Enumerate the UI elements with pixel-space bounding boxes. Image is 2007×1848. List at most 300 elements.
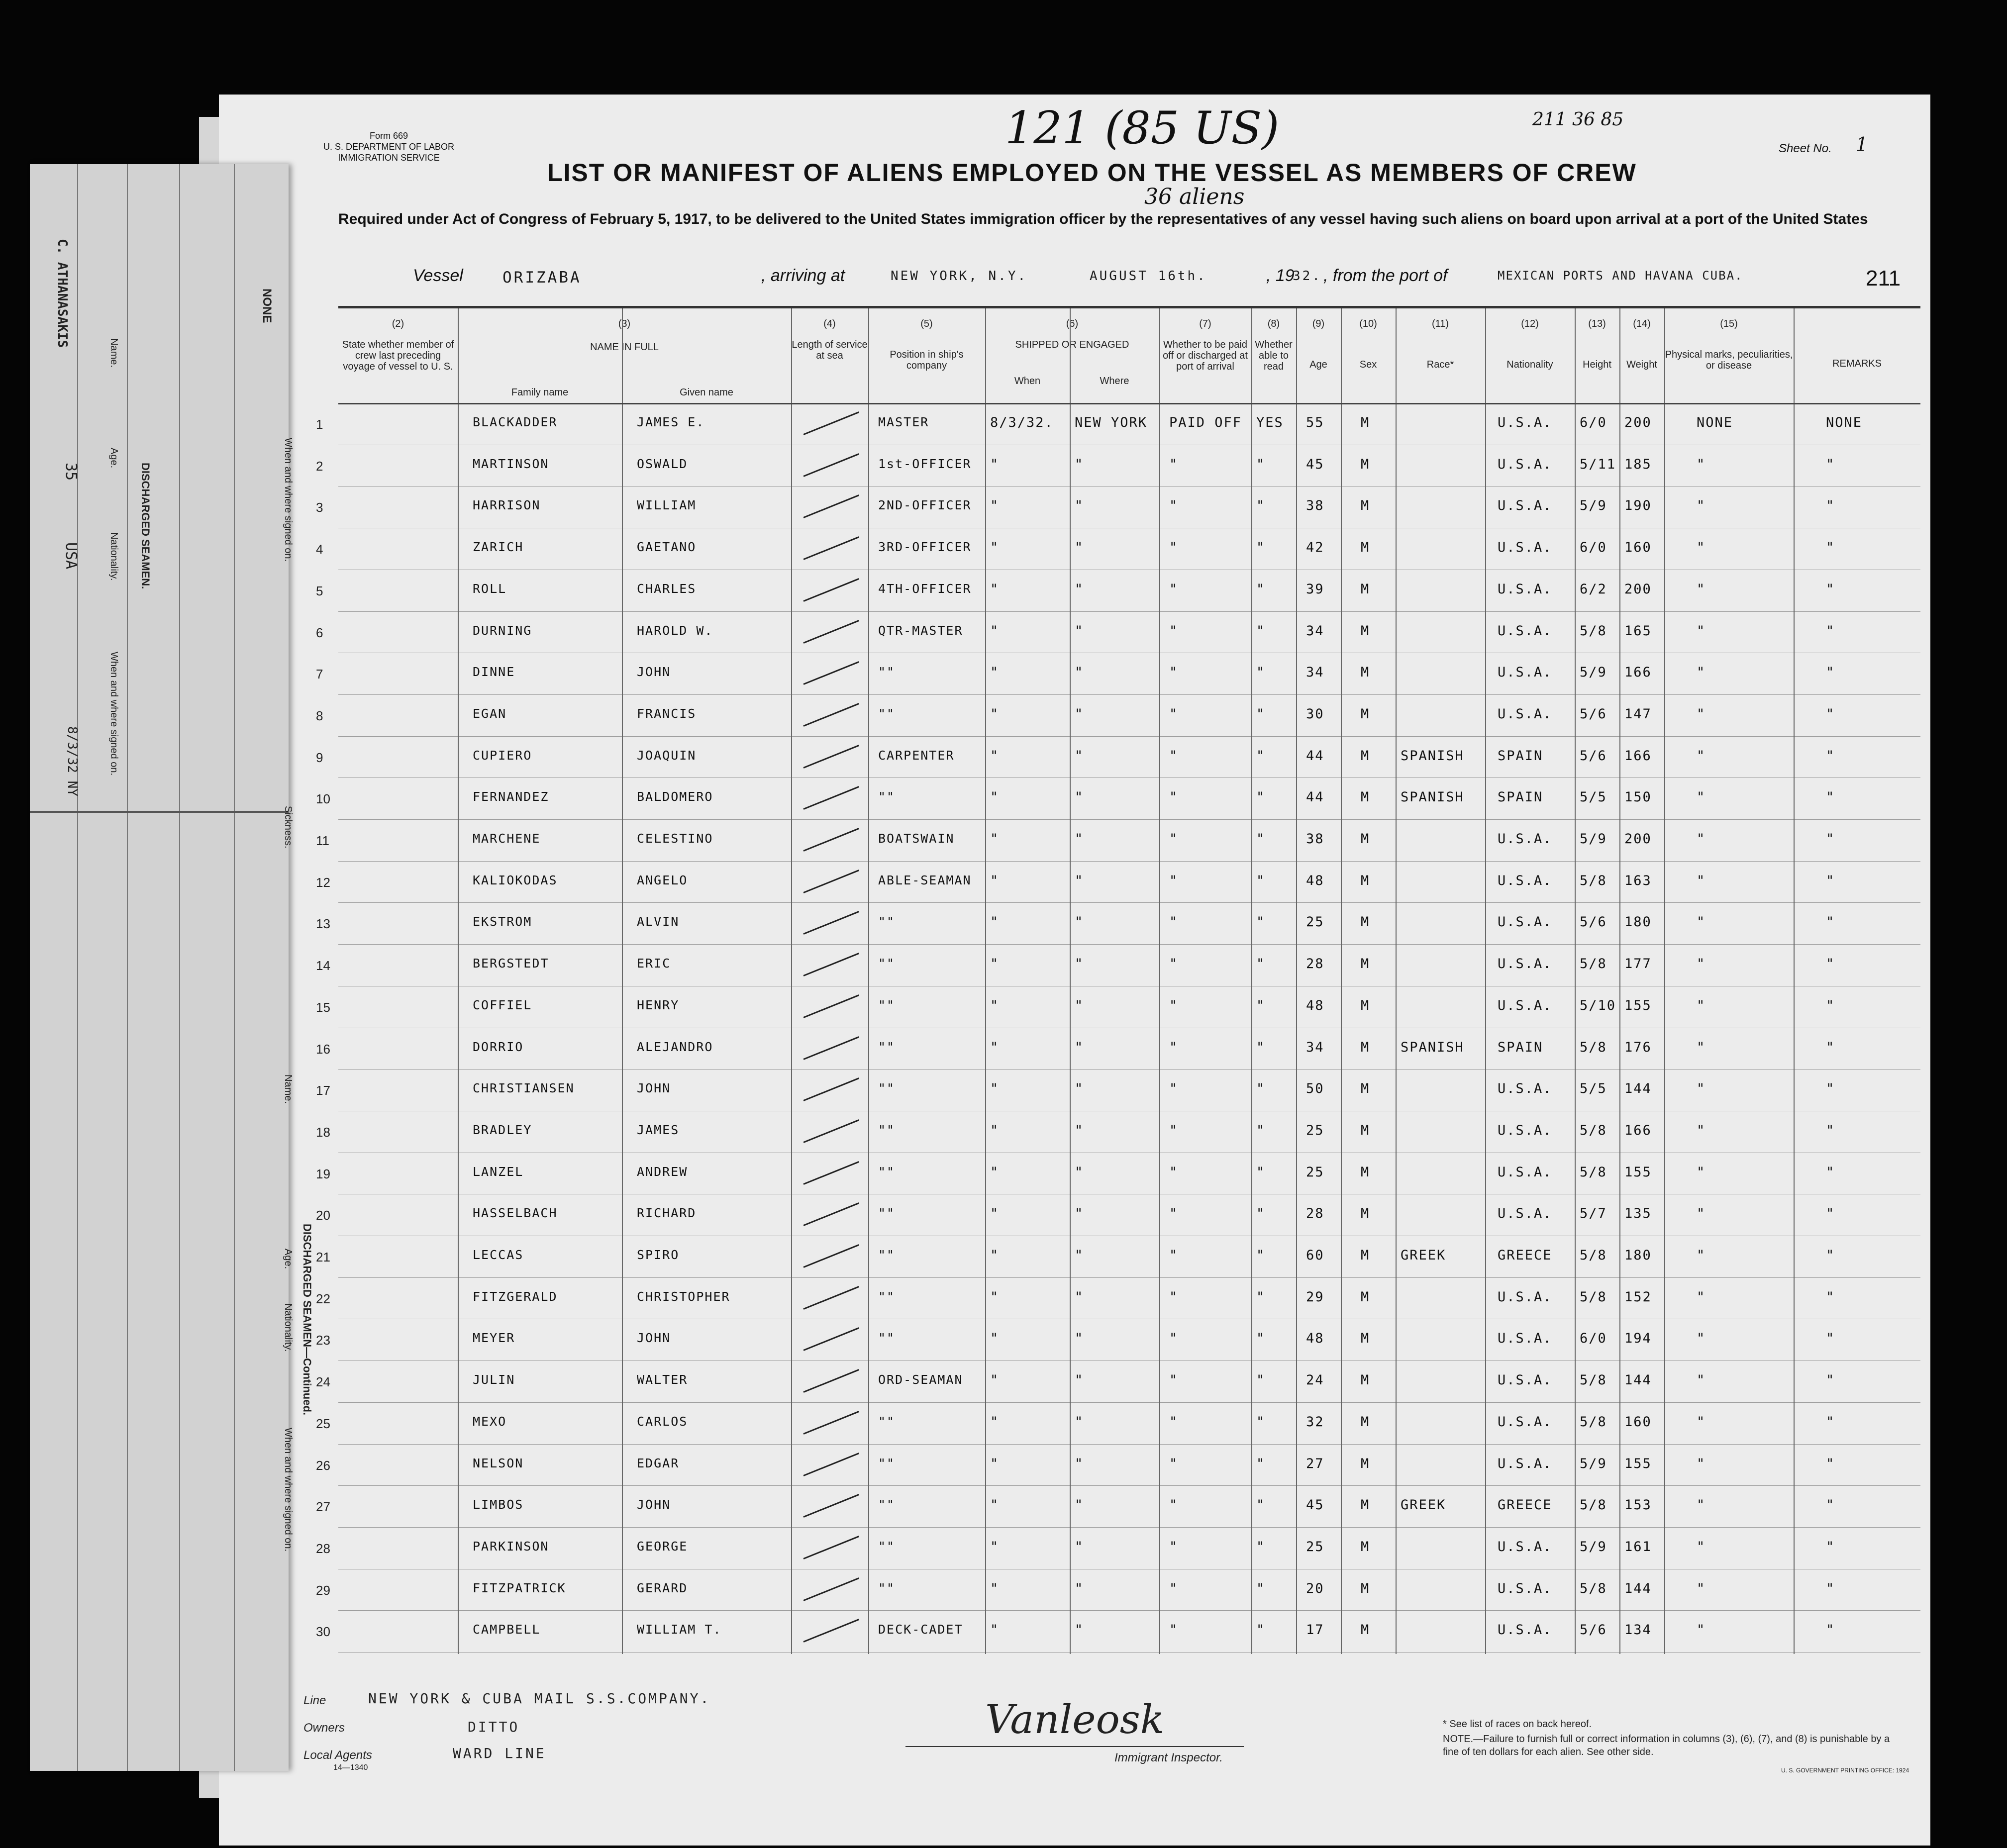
age-cell: 25 [1306,1539,1324,1555]
form-code: 14—1340 [333,1763,368,1772]
page-number: 211 [1866,266,1901,291]
service-checkmark [803,495,859,519]
sex-cell: M [1361,1456,1370,1471]
nationality-cell: U.S.A. [1498,1122,1552,1138]
weight-cell: 152 [1624,1289,1652,1305]
height-cell: 5/9 [1580,831,1607,847]
paid-off-cell: " [1169,1331,1179,1347]
row-number: 5 [316,583,323,598]
row-rule [338,1277,1920,1278]
service-checkmark [803,1494,859,1518]
row-rule [338,1069,1920,1070]
col14-header [1619,318,1664,370]
height-cell: 5/6 [1580,706,1607,722]
stub-nationality-label-2: Nationality. [283,1303,294,1352]
col3-label: NAME IN FULL [590,342,659,353]
position-cell: "" [878,1539,896,1554]
height-cell: 6/0 [1580,1331,1607,1347]
row-number: 22 [316,1291,330,1306]
shipped-when-cell: " [990,748,1000,764]
able-to-read-cell: " [1256,1331,1266,1347]
stub-sickness-label: Sickness. [283,806,294,849]
row-rule [338,611,1920,612]
column-rule [791,308,792,1654]
shipped-where-cell: " [1075,498,1084,514]
shipped-where-cell: " [1075,456,1084,472]
column-rule [1251,308,1252,1654]
remarks-cell: " [1826,1122,1835,1138]
service-checkmark [803,1077,859,1101]
race-cell: SPANISH [1401,1039,1464,1055]
position-cell: "" [878,1248,896,1262]
form-header [323,130,454,163]
paid-off-cell: " [1169,1081,1179,1097]
col8-label: Whether able to read [1255,339,1293,372]
able-to-read-cell: " [1256,1122,1266,1138]
sex-cell: M [1361,540,1370,556]
nationality-cell: U.S.A. [1498,623,1552,639]
row-rule [338,694,1920,695]
height-cell: 5/8 [1580,956,1607,972]
nationality-cell: U.S.A. [1498,1081,1552,1097]
race-cell: GREEK [1401,1497,1446,1513]
paid-off-cell: " [1169,748,1179,764]
family-name-cell: MARCHENE [473,831,541,846]
paid-off-cell: " [1169,1164,1179,1180]
sex-cell: M [1361,1539,1370,1555]
weight-cell: 144 [1624,1580,1652,1596]
physical-marks-cell: " [1697,540,1706,556]
paid-off-cell: " [1169,1539,1179,1555]
remarks-cell: " [1826,1081,1835,1097]
given-name-cell: JAMES E. [637,415,705,429]
nationality-cell: U.S.A. [1498,831,1552,847]
remarks-cell: " [1826,1331,1835,1347]
sex-cell: M [1361,706,1370,722]
sex-cell: M [1361,873,1370,888]
col3-family-label: Family name [511,387,569,398]
position-cell: DECK-CADET [878,1622,963,1637]
page-subtitle: Required under Act of Congress of February 5, 1917, to be delivered to the United States immigration officer by the representatives of any vessel having such aliens on board upon arrival at a port of the United States [338,211,1868,227]
age-cell: 45 [1306,1497,1324,1513]
able-to-read-cell: " [1256,1206,1266,1222]
race-cell: SPANISH [1401,789,1464,805]
paid-off-cell: " [1169,706,1179,722]
row-rule [338,1444,1920,1445]
shipped-when-cell: " [990,623,1000,639]
remarks-cell: " [1826,1580,1835,1596]
row-number: 15 [316,999,330,1015]
remarks-cell: " [1826,1039,1835,1055]
remarks-cell: " [1826,1164,1835,1180]
col10-label: Sex [1359,359,1377,370]
remarks-cell: NONE [1826,415,1863,430]
column-rule [1575,308,1576,1654]
column-rule [1341,308,1342,1654]
family-name-cell: MEYER [473,1331,515,1346]
height-cell: 5/8 [1580,1248,1607,1263]
physical-marks-cell: " [1697,498,1706,514]
inspector-label: Immigrant Inspector. [1114,1751,1223,1764]
col3-num: (3) [618,318,631,329]
weight-cell: 176 [1624,1039,1652,1055]
family-name-cell: DORRIO [473,1039,524,1054]
shipped-where-cell: " [1075,1206,1084,1222]
shipped-where-cell: " [1075,831,1084,847]
col9-label: Age [1309,359,1327,370]
col4-label: Length of service at sea [792,339,868,361]
nationality-cell: U.S.A. [1498,581,1552,597]
note-fine: NOTE.—Failure to furnish full or correct information in columns (3), (6), (7), and (8) is punishable by a fine of ten dollars for each alien. See other side. [1443,1734,1890,1757]
col12-num: (12) [1521,318,1539,329]
able-to-read-cell: " [1256,1539,1266,1555]
shipped-where-cell: " [1075,914,1084,930]
nationality-cell: U.S.A. [1498,1622,1552,1638]
weight-cell: 144 [1624,1081,1652,1097]
position-cell: 4TH-OFFICER [878,581,972,596]
shipped-when-cell: " [990,540,1000,556]
height-cell: 5/8 [1580,1289,1607,1305]
shipped-where-cell: " [1075,1331,1084,1347]
given-name-cell: HAROLD W. [637,623,713,638]
shipped-where-cell: " [1075,1289,1084,1305]
age-cell: 17 [1306,1622,1324,1638]
race-cell: SPANISH [1401,748,1464,764]
physical-marks-cell: " [1697,1456,1706,1471]
stub-name-label-2: Name. [283,1074,294,1104]
col10-header [1341,318,1396,370]
able-to-read-cell: " [1256,498,1266,514]
height-cell: 5/8 [1580,1039,1607,1055]
age-cell: 42 [1306,540,1324,556]
paid-off-cell: " [1169,1580,1179,1596]
remarks-cell: " [1826,1539,1835,1555]
weight-cell: 155 [1624,1456,1652,1471]
shipped-when-cell: " [990,1372,1000,1388]
able-to-read-cell: YES [1256,415,1284,430]
column-rule [1794,308,1795,1654]
age-cell: 38 [1306,831,1324,847]
paid-off-cell: " [1169,997,1179,1013]
column-rule [1619,308,1620,1654]
form-label: Form 669 [370,131,408,141]
paid-off-cell: " [1169,1248,1179,1263]
row-rule [338,1485,1920,1486]
family-name-cell: HASSELBACH [473,1206,558,1221]
family-name-cell: NELSON [473,1456,524,1470]
physical-marks-cell: " [1697,1372,1706,1388]
paid-off-cell: " [1169,623,1179,639]
age-cell: 24 [1306,1372,1324,1388]
col7-num: (7) [1199,318,1211,329]
paid-off-cell: " [1169,789,1179,805]
height-cell: 6/0 [1580,540,1607,556]
weight-cell: 166 [1624,665,1652,681]
family-name-cell: COFFIEL [473,997,532,1012]
service-checkmark [803,578,859,602]
family-name-cell: LIMBOS [473,1497,524,1512]
age-cell: 34 [1306,665,1324,681]
from-port: MEXICAN PORTS AND HAVANA CUBA. [1498,269,1743,283]
position-cell: "" [878,1039,896,1054]
weight-cell: 177 [1624,956,1652,972]
family-name-cell: CHRISTIANSEN [473,1081,575,1096]
height-cell: 5/8 [1580,1580,1607,1596]
line-label: Line [303,1694,326,1707]
paid-off-cell: " [1169,1122,1179,1138]
age-cell: 34 [1306,1039,1324,1055]
column-rule [868,308,869,1654]
physical-marks-cell: " [1697,1497,1706,1513]
position-cell: "" [878,1164,896,1179]
able-to-read-cell: " [1256,1414,1266,1430]
service-checkmark [803,1286,859,1310]
shipped-where-cell: " [1075,748,1084,764]
paid-off-cell: " [1169,1289,1179,1305]
able-to-read-cell: " [1256,1039,1266,1055]
row-number: 11 [316,833,329,848]
given-name-cell: WILLIAM T. [637,1622,722,1637]
note-races: * See list of races on back hereof. [1443,1719,1592,1730]
height-cell: 5/8 [1580,1497,1607,1513]
family-name-cell: PARKINSON [473,1539,549,1554]
discharged-stub [30,164,313,1771]
physical-marks-cell: " [1697,1622,1706,1638]
age-cell: 38 [1306,498,1324,514]
paid-off-cell: " [1169,456,1179,472]
paid-off-cell: " [1169,1497,1179,1513]
service-checkmark [803,1619,859,1643]
remarks-cell: " [1826,1497,1835,1513]
given-name-cell: SPIRO [637,1248,680,1262]
shipped-where-cell: " [1075,1164,1084,1180]
age-cell: 48 [1306,997,1324,1013]
age-cell: 25 [1306,1122,1324,1138]
shipped-where-cell: " [1075,1539,1084,1555]
service-checkmark [803,536,859,560]
row-rule [338,1610,1920,1611]
able-to-read-cell: " [1256,1081,1266,1097]
able-to-read-cell: " [1256,540,1266,556]
row-number: 23 [316,1333,330,1348]
paid-off-cell: " [1169,1456,1179,1471]
sex-cell: M [1361,1081,1370,1097]
nationality-cell: SPAIN [1498,789,1543,805]
col15-num: (15) [1720,318,1738,329]
stub-age-value: 35 [62,463,80,481]
col12-label: Nationality [1506,359,1553,370]
given-name-cell: JAMES [637,1122,680,1137]
stub-title: DISCHARGED SEAMEN. [139,463,152,589]
remarks-cell: " [1826,956,1835,972]
stub-when-label-2: When and where signed on. [283,438,294,562]
service-checkmark [803,911,859,935]
position-cell: MASTER [878,415,929,429]
nationality-cell: U.S.A. [1498,914,1552,930]
physical-marks-cell: " [1697,873,1706,888]
weight-cell: 165 [1624,623,1652,639]
service-label: IMMIGRATION SERVICE [338,153,440,163]
age-cell: 45 [1306,456,1324,472]
family-name-cell: MARTINSON [473,456,549,471]
vessel-name: ORIZABA [502,269,582,287]
col12-header [1485,318,1575,370]
column-rule [622,308,623,1654]
position-cell: "" [878,789,896,804]
weight-cell: 166 [1624,748,1652,764]
col6-where-label: Where [1100,376,1129,387]
nationality-cell: U.S.A. [1498,1539,1552,1555]
shipped-when-cell: " [990,1497,1000,1513]
weight-cell: 194 [1624,1331,1652,1347]
height-cell: 6/0 [1580,415,1607,430]
owners-value: DITTO [468,1719,520,1735]
position-cell: 3RD-OFFICER [878,540,972,555]
col15-label: Physical marks, peculiarities, or disease [1665,349,1793,371]
remarks-cell: " [1826,498,1835,514]
sex-cell: M [1361,665,1370,681]
shipped-when-cell: 8/3/32. [990,415,1054,430]
position-cell: "" [878,1456,896,1470]
race-cell: GREEK [1401,1248,1446,1263]
stub-rule [179,164,180,1771]
paid-off-cell: " [1169,1206,1179,1222]
position-cell: "" [878,1122,896,1137]
sheet-no: 1 [1856,133,1868,155]
service-checkmark [803,703,859,727]
able-to-read-cell: " [1256,665,1266,681]
page-title: LIST OR MANIFEST OF ALIENS EMPLOYED ON THE VESSEL AS MEMBERS OF CREW [547,159,1637,187]
nationality-cell: SPAIN [1498,748,1543,764]
nationality-cell: U.S.A. [1498,665,1552,681]
position-cell: "" [878,1497,896,1512]
arriving-port: NEW YORK, N.Y. [891,269,1028,284]
shipped-when-cell: " [990,997,1000,1013]
paid-off-cell: " [1169,1372,1179,1388]
weight-cell: 185 [1624,456,1652,472]
row-rule [338,1402,1920,1403]
col6-header [985,318,1159,350]
sex-cell: M [1361,1289,1370,1305]
height-cell: 5/5 [1580,789,1607,805]
sex-cell: M [1361,581,1370,597]
given-name-cell: WILLIAM [637,498,697,513]
shipped-when-cell: " [990,498,1000,514]
given-name-cell: ALVIN [637,914,680,929]
height-cell: 5/9 [1580,1539,1607,1555]
sex-cell: M [1361,623,1370,639]
remarks-cell: " [1826,914,1835,930]
age-cell: 50 [1306,1081,1324,1097]
service-checkmark [803,620,859,644]
remarks-cell: " [1826,1456,1835,1471]
given-name-cell: CELESTINO [637,831,713,846]
shipped-where-cell: " [1075,1456,1084,1471]
col14-label: Weight [1626,359,1657,370]
height-cell: 5/8 [1580,1372,1607,1388]
able-to-read-cell: " [1256,1372,1266,1388]
col2-label: State whether member of crew last preceding voyage of vessel to U. S. [342,339,454,372]
family-name-cell: BERGSTEDT [473,956,549,971]
age-cell: 27 [1306,1456,1324,1471]
remarks-cell: " [1826,1206,1835,1222]
row-number: 20 [316,1208,330,1223]
age-cell: 44 [1306,748,1324,764]
position-cell: "" [878,914,896,929]
hand-aliens: 36 aliens [1144,184,1245,209]
able-to-read-cell: " [1256,831,1266,847]
given-name-cell: OSWALD [637,456,688,471]
family-name-cell: BRADLEY [473,1122,532,1137]
paid-off-cell: " [1169,540,1179,556]
service-checkmark [803,411,859,435]
nationality-cell: U.S.A. [1498,540,1552,556]
shipped-where-cell: " [1075,540,1084,556]
position-cell: "" [878,956,896,971]
physical-marks-cell: " [1697,789,1706,805]
position-cell: "" [878,1331,896,1346]
sex-cell: M [1361,1122,1370,1138]
shipped-when-cell: " [990,1331,1000,1347]
weight-cell: 153 [1624,1497,1652,1513]
sex-cell: M [1361,1580,1370,1596]
paid-off-cell: " [1169,581,1179,597]
sex-cell: M [1361,456,1370,472]
stub-rule [234,164,235,1771]
height-cell: 5/5 [1580,1081,1607,1097]
shipped-when-cell: " [990,665,1000,681]
shipped-when-cell: " [990,873,1000,888]
weight-cell: 200 [1624,415,1652,430]
able-to-read-cell: " [1256,789,1266,805]
physical-marks-cell: " [1697,623,1706,639]
given-name-cell: CARLOS [637,1414,688,1429]
height-cell: 5/8 [1580,873,1607,888]
col11-num: (11) [1431,318,1449,329]
remarks-cell: " [1826,581,1835,597]
service-checkmark [803,870,859,893]
able-to-read-cell: " [1256,623,1266,639]
row-rule [338,944,1920,945]
remarks-cell: " [1826,1414,1835,1430]
position-cell: ORD-SEAMAN [878,1372,963,1387]
weight-cell: 134 [1624,1622,1652,1638]
service-checkmark [803,1453,859,1476]
physical-marks-cell: " [1697,748,1706,764]
remarks-header: REMARKS [1832,358,1882,369]
sex-cell: M [1361,831,1370,847]
nationality-cell: U.S.A. [1498,415,1552,430]
row-number: 10 [316,791,330,807]
height-cell: 5/8 [1580,1164,1607,1180]
physical-marks-cell: " [1697,1081,1706,1097]
row-number: 29 [316,1582,330,1598]
row-number: 17 [316,1083,330,1098]
position-cell: 2ND-OFFICER [878,498,972,513]
given-name-cell: WALTER [637,1372,688,1387]
age-cell: 29 [1306,1289,1324,1305]
physical-marks-cell: NONE [1697,415,1733,430]
physical-marks-cell: " [1697,914,1706,930]
age-cell: 28 [1306,956,1324,972]
weight-cell: 160 [1624,540,1652,556]
shipped-when-cell: " [990,789,1000,805]
position-cell: CARPENTER [878,748,955,763]
family-name-cell: EKSTROM [473,914,532,929]
year-label: , 19 [1266,266,1295,285]
physical-marks-cell: " [1697,1122,1706,1138]
remarks-cell: " [1826,1622,1835,1638]
